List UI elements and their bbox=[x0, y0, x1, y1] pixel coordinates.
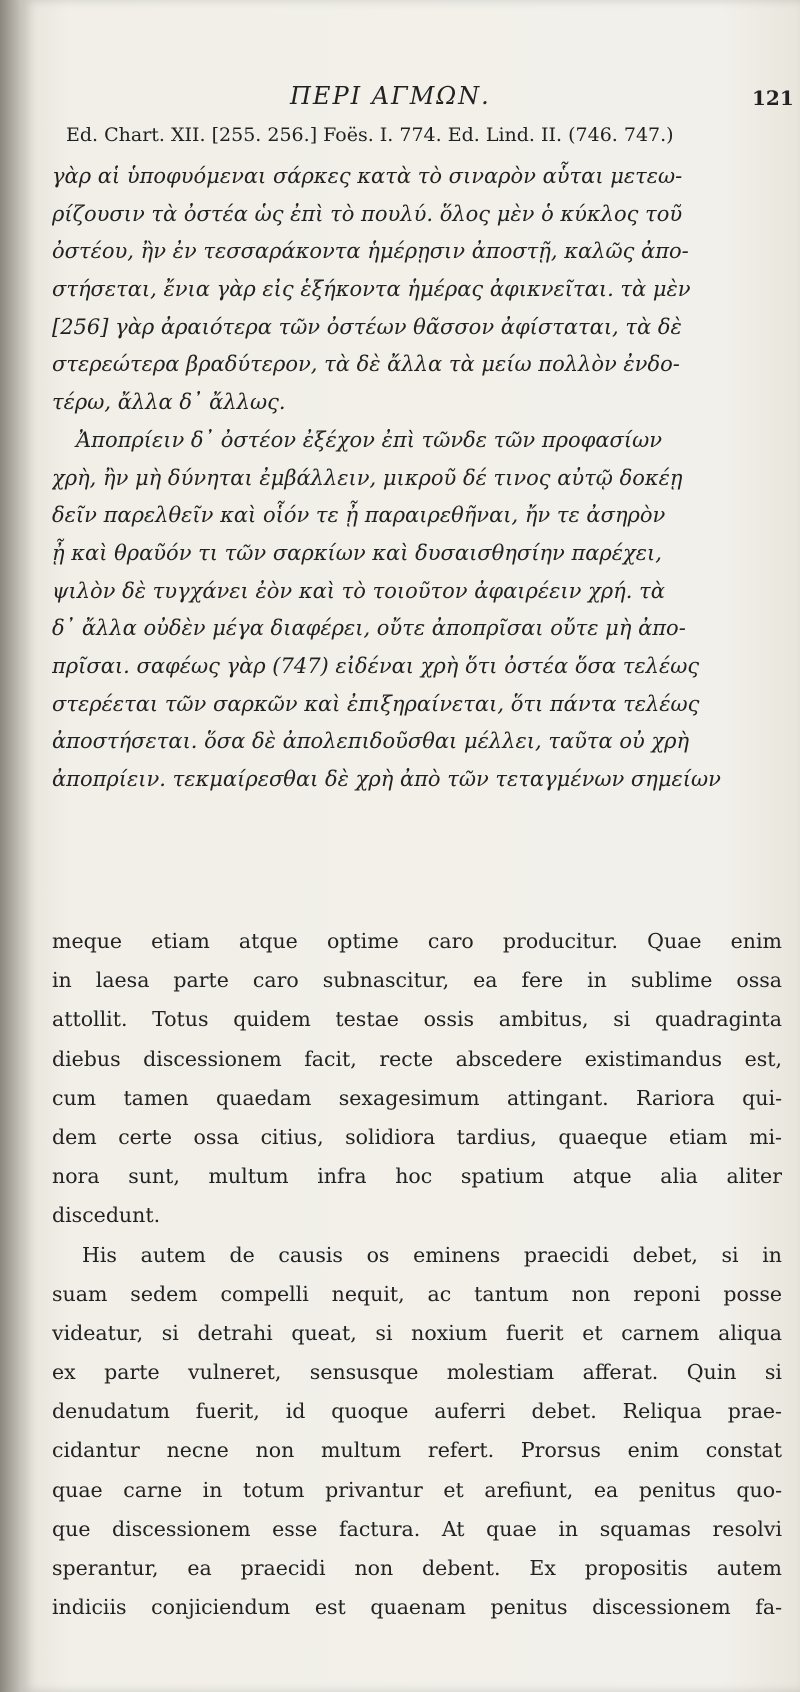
latin-line: meque etiam atque optime caro producitur. Quae enim bbox=[52, 929, 782, 953]
greek-line: χρὴ, ἢν μὴ δύνηται ἐμβάλλειν, μικροῦ δέ τινος αὐτῷ δοκέῃ bbox=[52, 465, 683, 490]
running-title: ΠΕΡΙ ΑΓΜΩΝ. bbox=[290, 82, 491, 110]
page-gutter-shadow bbox=[0, 0, 22, 1692]
latin-text-block bbox=[52, 922, 782, 1627]
latin-line: nora sunt, multum infra hoc spatium atque alia aliter bbox=[52, 1164, 782, 1189]
latin-line: quae carne in totum privantur et arefiunt, ea penitus quo- bbox=[52, 1477, 782, 1502]
latin-line: cum tamen quaedam sexagesimum attingant. Rariora qui- bbox=[52, 1085, 782, 1110]
greek-line: γὰρ αἱ ὑποφυόμεναι σάρκες κατὰ τὸ σιναρὸν αὗται μετεω- bbox=[52, 164, 683, 188]
latin-line: His autem de causis os eminens praecidi debet, si in bbox=[82, 1242, 782, 1267]
latin-line: in laesa parte caro subnascitur, ea fere in sublime ossa bbox=[52, 968, 782, 993]
greek-line: ᾖ καὶ θραῦόν τι τῶν σαρκίων καὶ δυσαισθησίην παρέχει, bbox=[52, 540, 662, 565]
greek-line: ἀποπρίειν. τεκμαίρεσθαι δὲ χρὴ ἀπὸ τῶν τεταγμένων σημείων bbox=[52, 767, 721, 791]
running-header bbox=[22, 82, 800, 112]
edition-reference-line: Ed. Chart. XII. [255. 256.] Foës. I. 774. Ed. Lind. II. (746. 747.) bbox=[66, 124, 674, 146]
greek-line: στερέεται τῶν σαρκῶν καὶ ἐπιξηραίνεται, ὅτι πάντα τελέως bbox=[52, 691, 700, 716]
greek-line: δ᾽ ἄλλα οὐδὲν μέγα διαφέρει, οὔτε ἀποπρῖσαι οὔτε μὴ ἀπο- bbox=[52, 616, 686, 641]
latin-line: diebus discessionem facit, recte abscedere existimandus est, bbox=[52, 1046, 782, 1071]
latin-line: discedunt. bbox=[52, 1203, 161, 1228]
latin-line: que discessionem esse factura. At quae in squamas resolvi bbox=[52, 1516, 782, 1541]
greek-line: στερεώτερα βραδύτερον, τὰ δὲ ἄλλα τὰ μείω πολλὸν ἐνδο- bbox=[52, 352, 680, 377]
greek-line: δεῖν παρελθεῖν καὶ οἷόν τε ᾖ παραιρεθῆναι, ἤν τε ἀσηρὸν bbox=[52, 503, 666, 528]
greek-line: πρῖσαι. σαφέως γὰρ (747) εἰδέναι χρὴ ὅτι ὀστέα ὅσα τελέως bbox=[52, 653, 700, 678]
latin-line: sperantur, ea praecidi non debent. Ex propositis autem bbox=[52, 1556, 782, 1580]
greek-line: στήσεται, ἔνια γὰρ εἰς ἑξήκοντα ἡμέρας ἀφικνεῖται. τὰ μὲν bbox=[52, 277, 691, 302]
greek-line: ἀποστήσεται. ὅσα δὲ ἀπολεπιδοῦσθαι μέλλει, ταῦτα οὐ χρὴ bbox=[52, 729, 690, 754]
greek-text-block bbox=[52, 158, 782, 799]
latin-line: videatur, si detrahi queat, si noxium fuerit et carnem aliqua bbox=[52, 1320, 782, 1345]
latin-line: dem certe ossa citius, solidiora tardius, quaeque etiam mi- bbox=[52, 1124, 782, 1149]
latin-line: ex parte vulneret, sensusque molestiam afferat. Quin si bbox=[52, 1360, 782, 1385]
greek-line: Ἀποπρίειν δ᾽ ὀστέον ἐξέχον ἐπὶ τῶνδε τῶν προφασίων bbox=[76, 427, 663, 452]
greek-line: ρίζουσιν τὰ ὀστέα ὡς ἐπὶ τὸ πουλύ. ὅλος μὲν ὁ κύκλος τοῦ bbox=[52, 201, 683, 226]
book-page bbox=[22, 0, 800, 1692]
latin-line: denudatum fuerit, id quoque auferri debet. Reliqua prae- bbox=[52, 1399, 782, 1424]
greek-line: ὀστέου, ἢν ἐν τεσσαράκοντα ἡμέρῃσιν ἀποστῇ, καλῶς ἀπο- bbox=[52, 239, 689, 264]
greek-line: [256] γὰρ ἀραιότερα τῶν ὀστέων θᾶσσον ἀφίσταται, τὰ δὲ bbox=[52, 314, 682, 339]
latin-line: attollit. Totus quidem testae ossis ambitus, si quadraginta bbox=[52, 1007, 782, 1032]
latin-line: suam sedem compelli nequit, ac tantum non reponi posse bbox=[52, 1281, 782, 1306]
latin-line: indiciis conjiciendum est quaenam penitus discessionem fa- bbox=[52, 1595, 782, 1620]
greek-line: τέρω, ἄλλα δ᾽ ἄλλως. bbox=[52, 390, 286, 415]
page-number: 121 bbox=[752, 86, 794, 110]
greek-line: ψιλὸν δὲ τυγχάνει ἐὸν καὶ τὸ τοιοῦτον ἀφαιρέειν χρή. τὰ bbox=[52, 578, 665, 603]
latin-line: cidantur necne non multum refert. Prorsus enim constat bbox=[52, 1438, 782, 1463]
